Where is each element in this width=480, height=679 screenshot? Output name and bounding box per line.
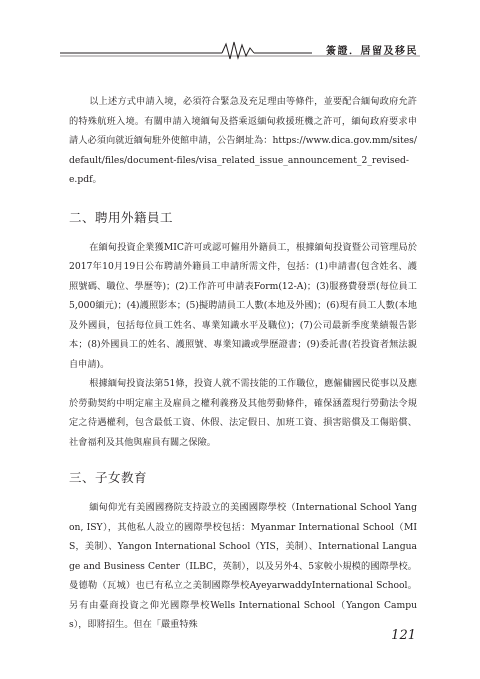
paragraph-employ-2: 根據緬甸投資法第51條，投資人就不需技能的工作職位，應僱傭國民從事以及應於勞動契約中明定雇主及雇員之權利義務及其他勞動條件，確保涵蓋現行勞動法令規定之待遇權利，包含最低工資、休假、法定假日、加班工資、損害賠償及工傷賠償、社會福利及其他與雇員有關之保險。 <box>69 378 417 448</box>
section-heading-edu: 三、子女教育 <box>69 470 148 485</box>
running-header <box>60 40 420 60</box>
page-number: 121 <box>391 628 416 643</box>
page-body <box>69 92 417 635</box>
section-heading-employ: 二、聘用外籍員工 <box>69 209 174 225</box>
paragraph-edu-1: 緬甸仰光有美國國務院支持設立的美國國際學校（International School Yangon, ISY），其他私人設立的國際學校包括：Myanmar International School（MIS，美制）、Yangon International School（YIS，美制）、International Language and Business Center（ILBC，英制），以及另外4、5家較小規模的國際學校。曼德勒（瓦城）也已有私立之美制國際學校AyeyarwaddyInternational School。另有由臺商投資之仰光國際學校Wells International School（Yangon Campus），即將招生。但在「嚴重特殊 <box>69 502 417 630</box>
header-title: 簽證．居留及移民 <box>326 46 418 57</box>
paragraph-employ-1: 在緬甸投資企業獲MIC許可或認可僱用外籍員工，根據緬甸投資暨公司管理局於2017年10月19日公布聘請外籍員工申請所需文件，包括：(1)申請書(包含姓名、護照號碼、職位、學歷等)；(2)工作許可申請表Form(12-A)；(3)服務費發票(每位員工5,000緬元)；(4)護照影本；(5)擬聘請員工人數(本地及外國)；(6)現有員工人數(本地及外國員，包括每位員工姓名、專業知識水平及職位)；(7)公司最新季度業績報告影本；(8)外國員工的姓名、護照號、專業知識或學歷證書；(9)委託書(若投資者無法親自申請)。 <box>69 241 417 370</box>
paragraph-intro: 以上述方式申請入境，必須符合緊急及充足理由等條件，並要配合緬甸政府允許的特殊航班入境。有關申請入境緬甸及搭乘返緬甸救援班機之許可，緬甸政府要求申請人必須向就近緬甸駐外使館申請，公告網址為：https://www.dica.gov.mm/sites/default/files/document-files/visa_related_issue_announcement_2_revised-e.pdf。 <box>69 96 417 185</box>
